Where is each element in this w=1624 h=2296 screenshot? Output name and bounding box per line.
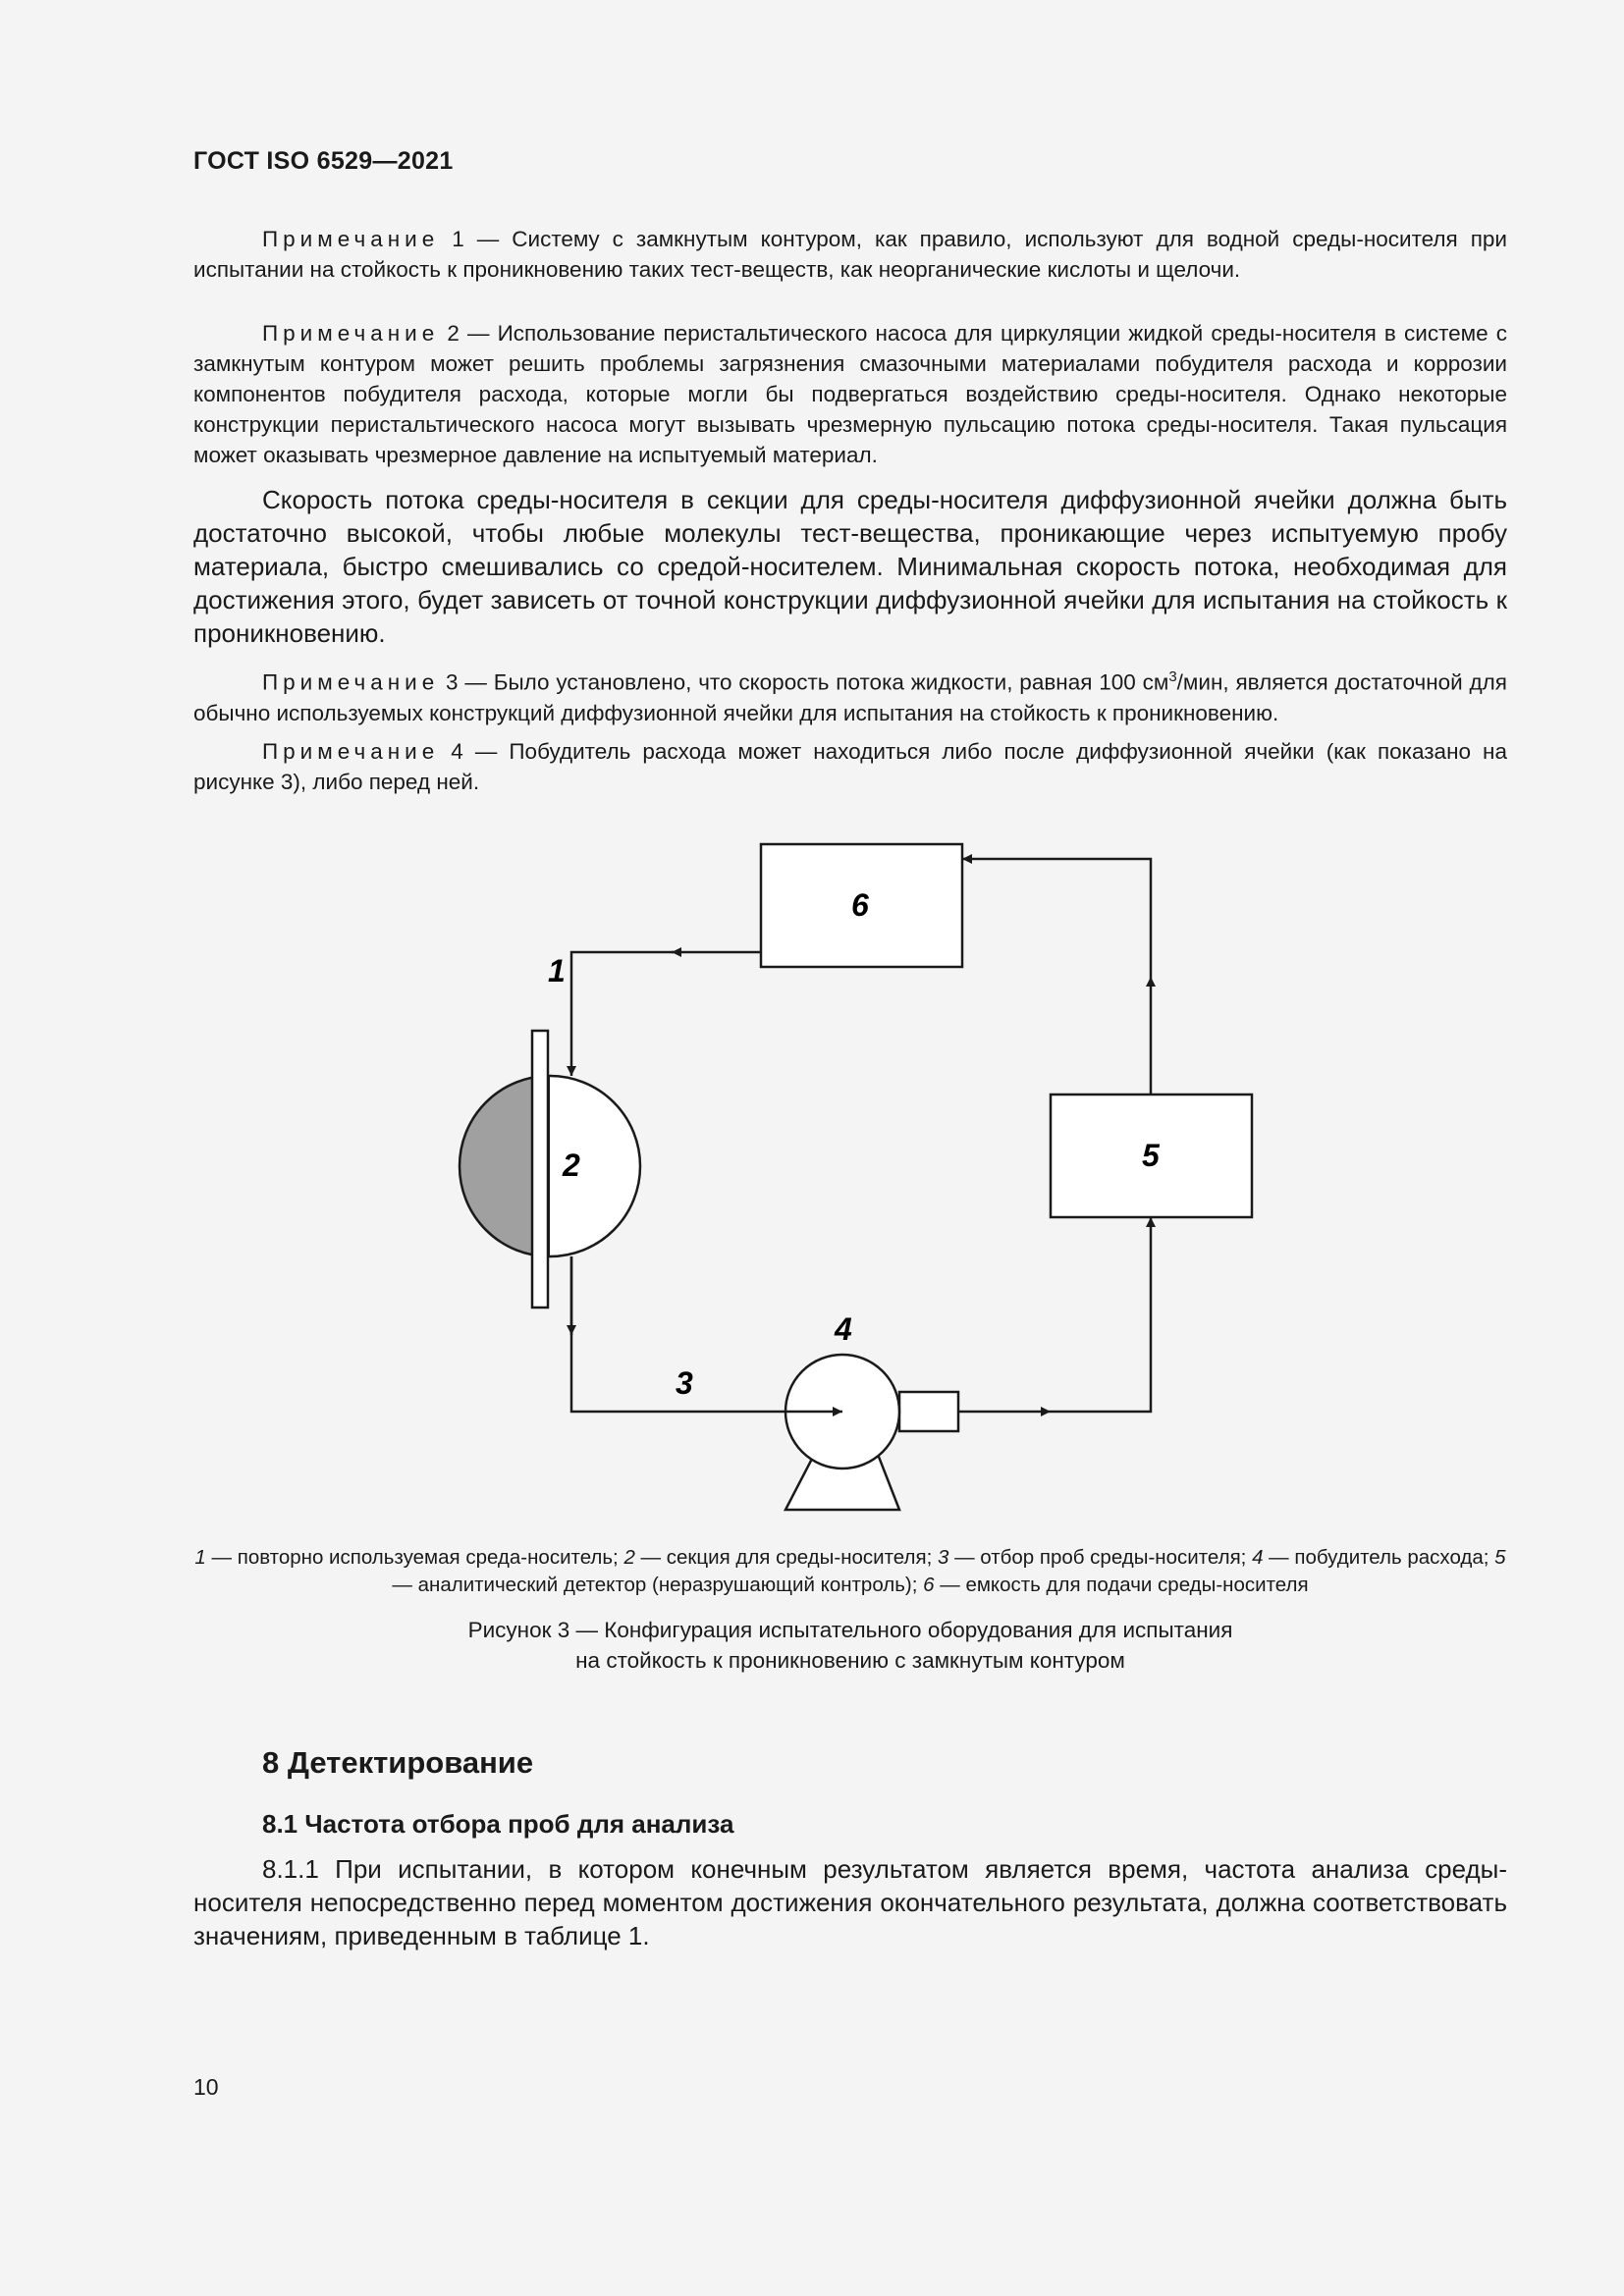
note-label: Примечание <box>262 739 440 764</box>
note-text: 1 — Системy с замкнутым контуром, как правило, используют для водной среды-носителя при испытании на стойкость к проникновению таких тест-веществ, как неорганические кислоты и щелочи. <box>193 227 1507 282</box>
legend-text: — аналитический детектор (неразрушающий контроль); <box>392 1574 924 1596</box>
note-text: 4 — Побудитель расхода может находиться либо после диффузионной ячейки (как показано на рисунке 3), либо перед ней. <box>193 739 1507 794</box>
legend-num: 4 <box>1252 1546 1264 1569</box>
paragraph-flow-rate <box>193 483 1507 650</box>
label-1: 1 <box>548 953 566 988</box>
flow-line-5-to-6 <box>1080 859 1151 977</box>
flow-line-6-to-cell <box>571 952 674 1076</box>
legend-num: 6 <box>923 1574 935 1596</box>
legend-text: — повторно используемая среда-носитель; <box>205 1546 624 1569</box>
note-label: Примечание <box>262 321 440 346</box>
note-2 <box>193 318 1507 470</box>
legend-num: 5 <box>1494 1546 1506 1569</box>
label-3: 3 <box>676 1365 693 1401</box>
label-2: 2 <box>563 1148 580 1183</box>
paragraph-8-1-1 <box>193 1852 1507 1952</box>
note-label: Примечание <box>262 227 440 251</box>
flow-line-pump-to-5-up <box>1051 1217 1151 1412</box>
subsection-8-1-title: 8.1 Частота отбора проб для анализа <box>262 1809 734 1839</box>
superscript: 3 <box>1168 668 1177 685</box>
diagram-svg <box>422 825 1267 1522</box>
document-header: ГОСТ ISO 6529—2021 <box>193 147 454 175</box>
figure-caption <box>193 1615 1507 1676</box>
cell-membrane <box>532 1031 548 1308</box>
label-5: 5 <box>1142 1138 1160 1173</box>
label-6: 6 <box>851 887 869 923</box>
caption-line-2: на стойкость к проникновению с замкнутым контуром <box>575 1648 1125 1673</box>
legend-num: 1 <box>194 1546 206 1569</box>
note-1 <box>193 224 1507 285</box>
note-text-cont: /мин, является достаточной для обычно используемых конструкций диффузионной ячейки для испытания на стойкость к проникновению. <box>193 669 1507 725</box>
page-number: 10 <box>193 2074 219 2100</box>
paragraph-text: Скорость потока среды-носителя в секции для среды-носителя диффузионной ячейки должна быть достаточно высокой, чтобы любые молекулы тест-вещества, проникающие через испытуемую пробу материала, быстро смешивались со средой-носителем. Минимальная скорость потока, необходимая для достижения этого, будет зависеть от точной конструкции диффузионной ячейки для испытания на стойкость к проникновению. <box>193 485 1507 648</box>
note-label: Примечание <box>262 669 440 695</box>
note-text: 3 — Было установлено, что скорость потока жидкости, равная 100 см <box>439 669 1169 695</box>
figure-legend <box>193 1544 1507 1599</box>
figure-3-diagram <box>422 825 1267 1522</box>
section-8-title: 8 Детектирование <box>262 1745 534 1780</box>
legend-num: 2 <box>623 1546 635 1569</box>
legend-text: — побудитель расхода; <box>1263 1546 1495 1569</box>
pump-outlet <box>899 1392 958 1431</box>
note-text: 2 — Использование перистальтического насоса для циркуляции жидкой среды-носителя в системе с замкнутым контуром может решить проблемы загрязнения смазочными материалами побудителя расхода и коррозии компонентов побудителя расхода, которые могли бы подвергаться воздействию среды-носителя. Однако некоторые конструкции перистальтического насоса могут вызывать чрезмерную пульсацию потока среды-носителя. Такая пульсация может оказывать чрезмерное давление на испытуемый материал. <box>193 321 1507 467</box>
caption-line-1: Рисунок 3 — Конфигурация испытательного оборудования для испытания <box>467 1618 1233 1642</box>
label-4: 4 <box>835 1311 852 1347</box>
note-4 <box>193 736 1507 797</box>
note-3 <box>193 662 1507 728</box>
legend-num: 3 <box>937 1546 949 1569</box>
paragraph-text: 8.1.1 При испытании, в котором конечным результатом является время, частота анализа среды-носителя непосредственно перед моментом достижения окончательного результата, должна соответствовать значениям, приведенным в таблице 1. <box>193 1854 1507 1950</box>
legend-text: — емкость для подачи среды-носителя <box>934 1574 1309 1596</box>
legend-text: — отбор проб среды-носителя; <box>948 1546 1253 1569</box>
legend-text: — секция для среды-носителя; <box>634 1546 938 1569</box>
